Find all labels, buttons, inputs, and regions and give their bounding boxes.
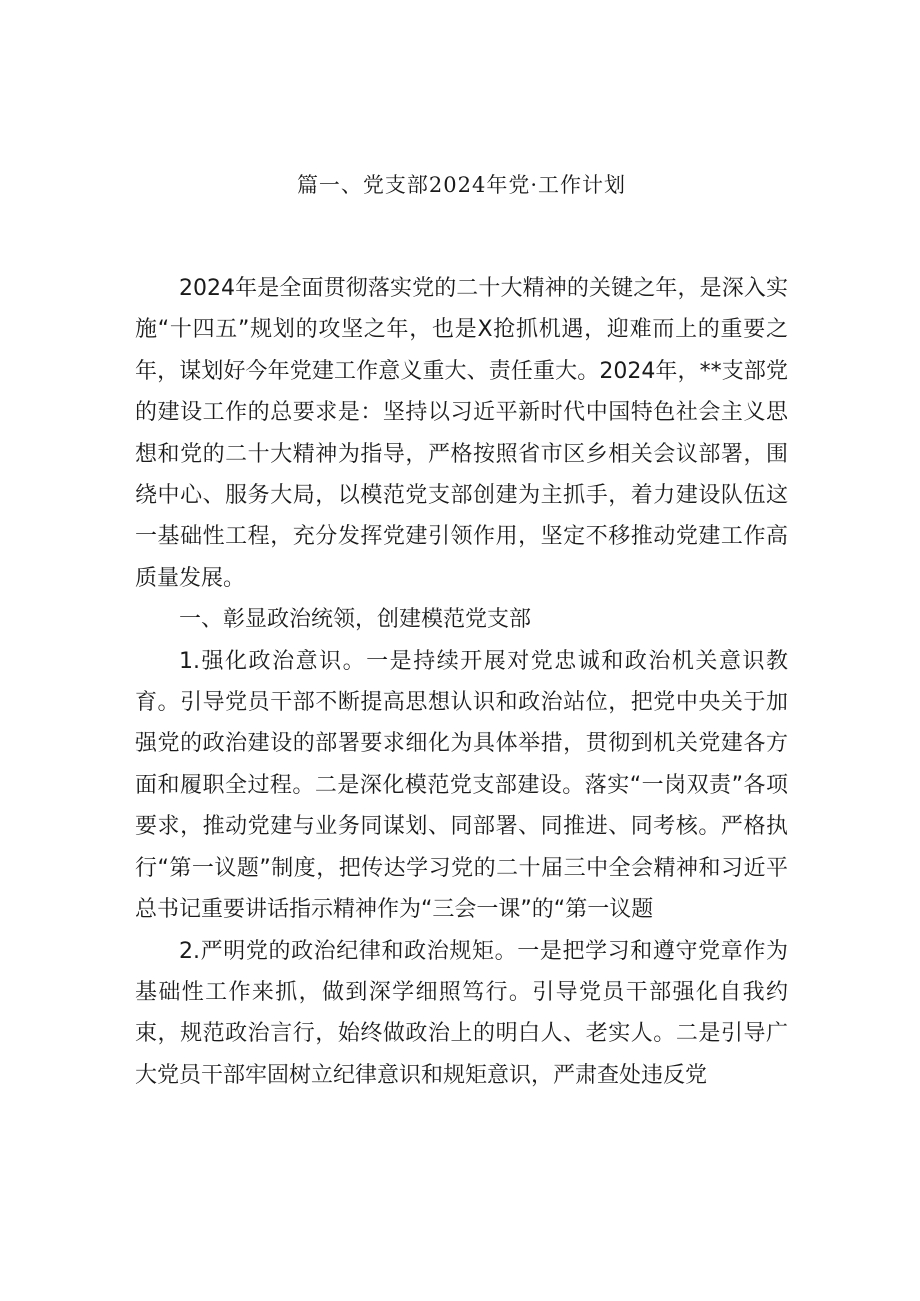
intro-paragraph: 2024年是全面贯彻落实党的二十大精神的关键之年，是深入实施“十四五”规划的攻坚之年，也是X抢抓机遇，迎难而上的重要之年，谋划好今年党建工作意义重大、责任重大。2024年，**支部党的建设工作的总要求是：坚持以习近平新时代中国特色社会主义思想和党的二十大精神为指导，严格按照省市区乡相关会议部署，围绕中心、服务大局，以模范党支部创建为主抓手，着力建设队伍这一基础性工程，充分发挥党建引领作用，坚定不移推动党建工作高质量发展。: [135, 276, 788, 591]
item-paragraph: 2.严明党的政治纪律和政治规矩。一是把学习和遵守党章作为基础性工作来抓，做到深学细照笃行。引导党员干部强化自我约束，规范政治言行，始终做政治上的明白人、老实人。二是引导广大党员干部牢固树立纪律意识和规矩意识，严肃查处违反党: [135, 938, 788, 1088]
document-title: 篇一、党支部2024年党·工作计划: [296, 173, 627, 197]
document-body: [135, 268, 788, 1096]
section-heading: 一、彰显政治统领，创建模范党支部: [179, 607, 532, 633]
item-paragraph: 1.强化政治意识。一是持续开展对党忠诚和政治机关意识教育。引导党员干部不断提高思想认识和政治站位，把党中央关于加强党的政治建设的部署要求细化为具体举措，贯彻到机关党建各方面和履职全过程。二是深化模范党支部建设。落实“一岗双责”各项要求，推动党建与业务同谋划、同部署、同推进、同考核。严格执行“第一议题”制度，把传达学习党的二十届三中全会精神和习近平总书记重要讲话指示精神作为“三会一课”的“第一议题: [135, 648, 788, 923]
